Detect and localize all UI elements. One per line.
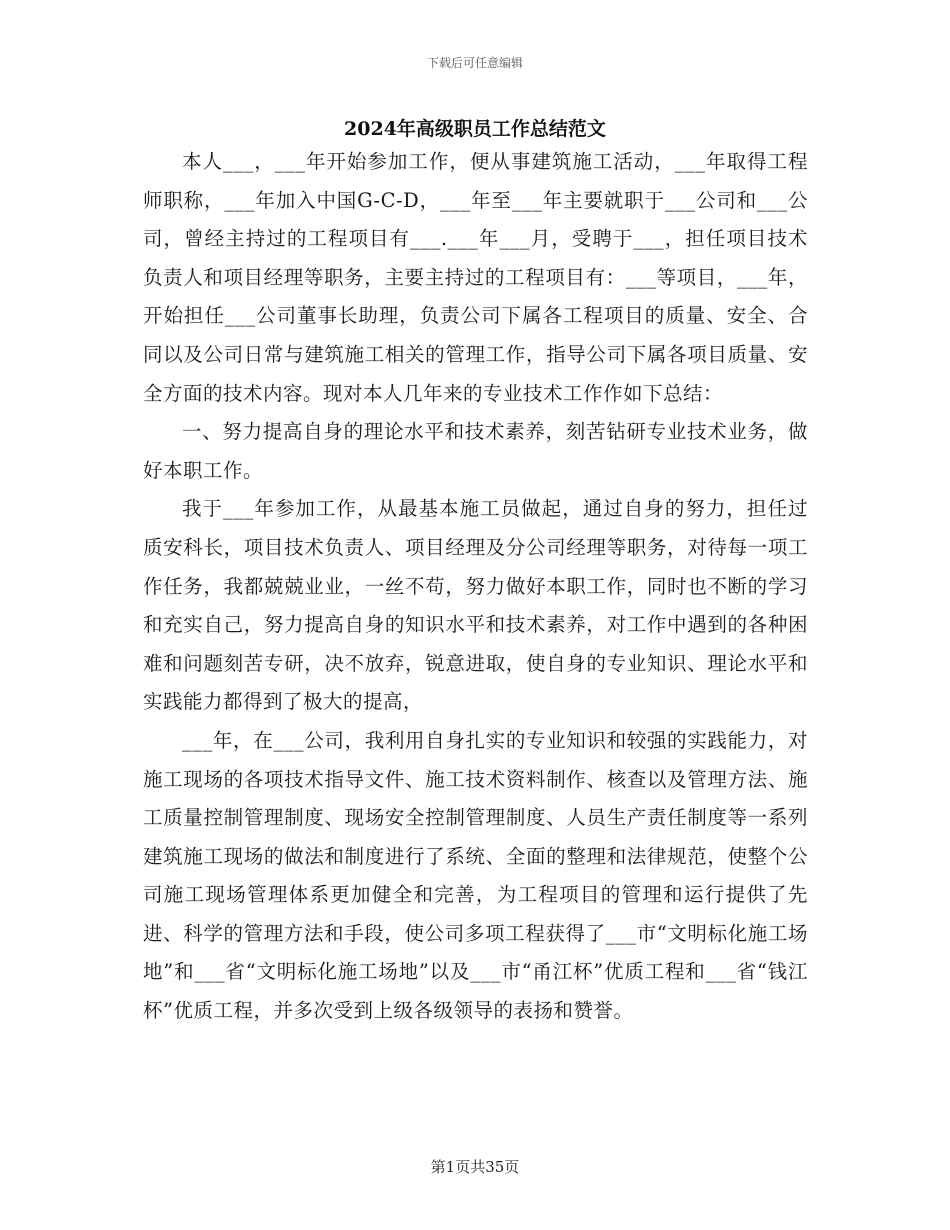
document-body [143, 143, 808, 1031]
paragraph-career: 我于___年参加工作，从最基本施工员做起，通过自身的努力，担任过质安科长，项目技术负责人、项目经理及分公司经理等职务，对待每一项工作任务，我都兢兢业业，一丝不苟，努力做好本职工作，同时也不断的学习和充实自己，努力提高自身的知识水平和技术素养，对工作中遇到的各种困难和问题刻苦专研，决不放弃，锐意进取，使自身的专业知识、理论水平和实践能力都得到了极大的提高， [143, 497, 808, 714]
page-header-note: 下载后可任意编辑 [426, 56, 523, 70]
paragraph-intro: 本人___，___年开始参加工作，便从事建筑施工活动，___年取得工程师职称，___年加入中国G-C-D，___年至___年主要就职于___公司和___公司，曾经主持过的工程项目有___.___年___月，受聘于___，担任项目技术负责人和项目经理等职务，主要主持过的工程项目有：___等项目，___年，开始担任___公司董事长助理，负责公司下属各工程项目的质量、安全、合同以及公司日常与建筑施工相关的管理工作，指导公司下属各项目质量、安全方面的技术内容。现对本人几年来的专业技术工作作如下总结： [143, 150, 808, 405]
page-number: 第1页共35页 [430, 1158, 520, 1176]
paragraph-section-heading-1: 一、努力提高自身的理论水平和技术素养，刻苦钻研专业技术业务，做好本职工作。 [143, 420, 808, 482]
paragraph-achievements: ___年，在___公司，我利用自身扎实的专业知识和较强的实践能力，对施工现场的各项技术指导文件、施工技术资料制作、核查以及管理方法、施工质量控制管理制度、现场安全控制管理制度、人员生产责任制度等一系列建筑施工现场的做法和制度进行了系统、全面的整理和法律规范，使整个公司施工现场管理体系更加健全和完善，为工程项目的管理和运行提供了先进、科学的管理方法和手段，使公司多项工程获得了___市“文明标化施工场地”和___省“文明标化施工场地”以及___市“甬江杯”优质工程和___省“钱江杯”优质工程，并多次受到上级各级领导的表扬和赞誉。 [143, 728, 808, 1023]
document-title: 2024年高级职员工作总结范文 [344, 118, 606, 140]
